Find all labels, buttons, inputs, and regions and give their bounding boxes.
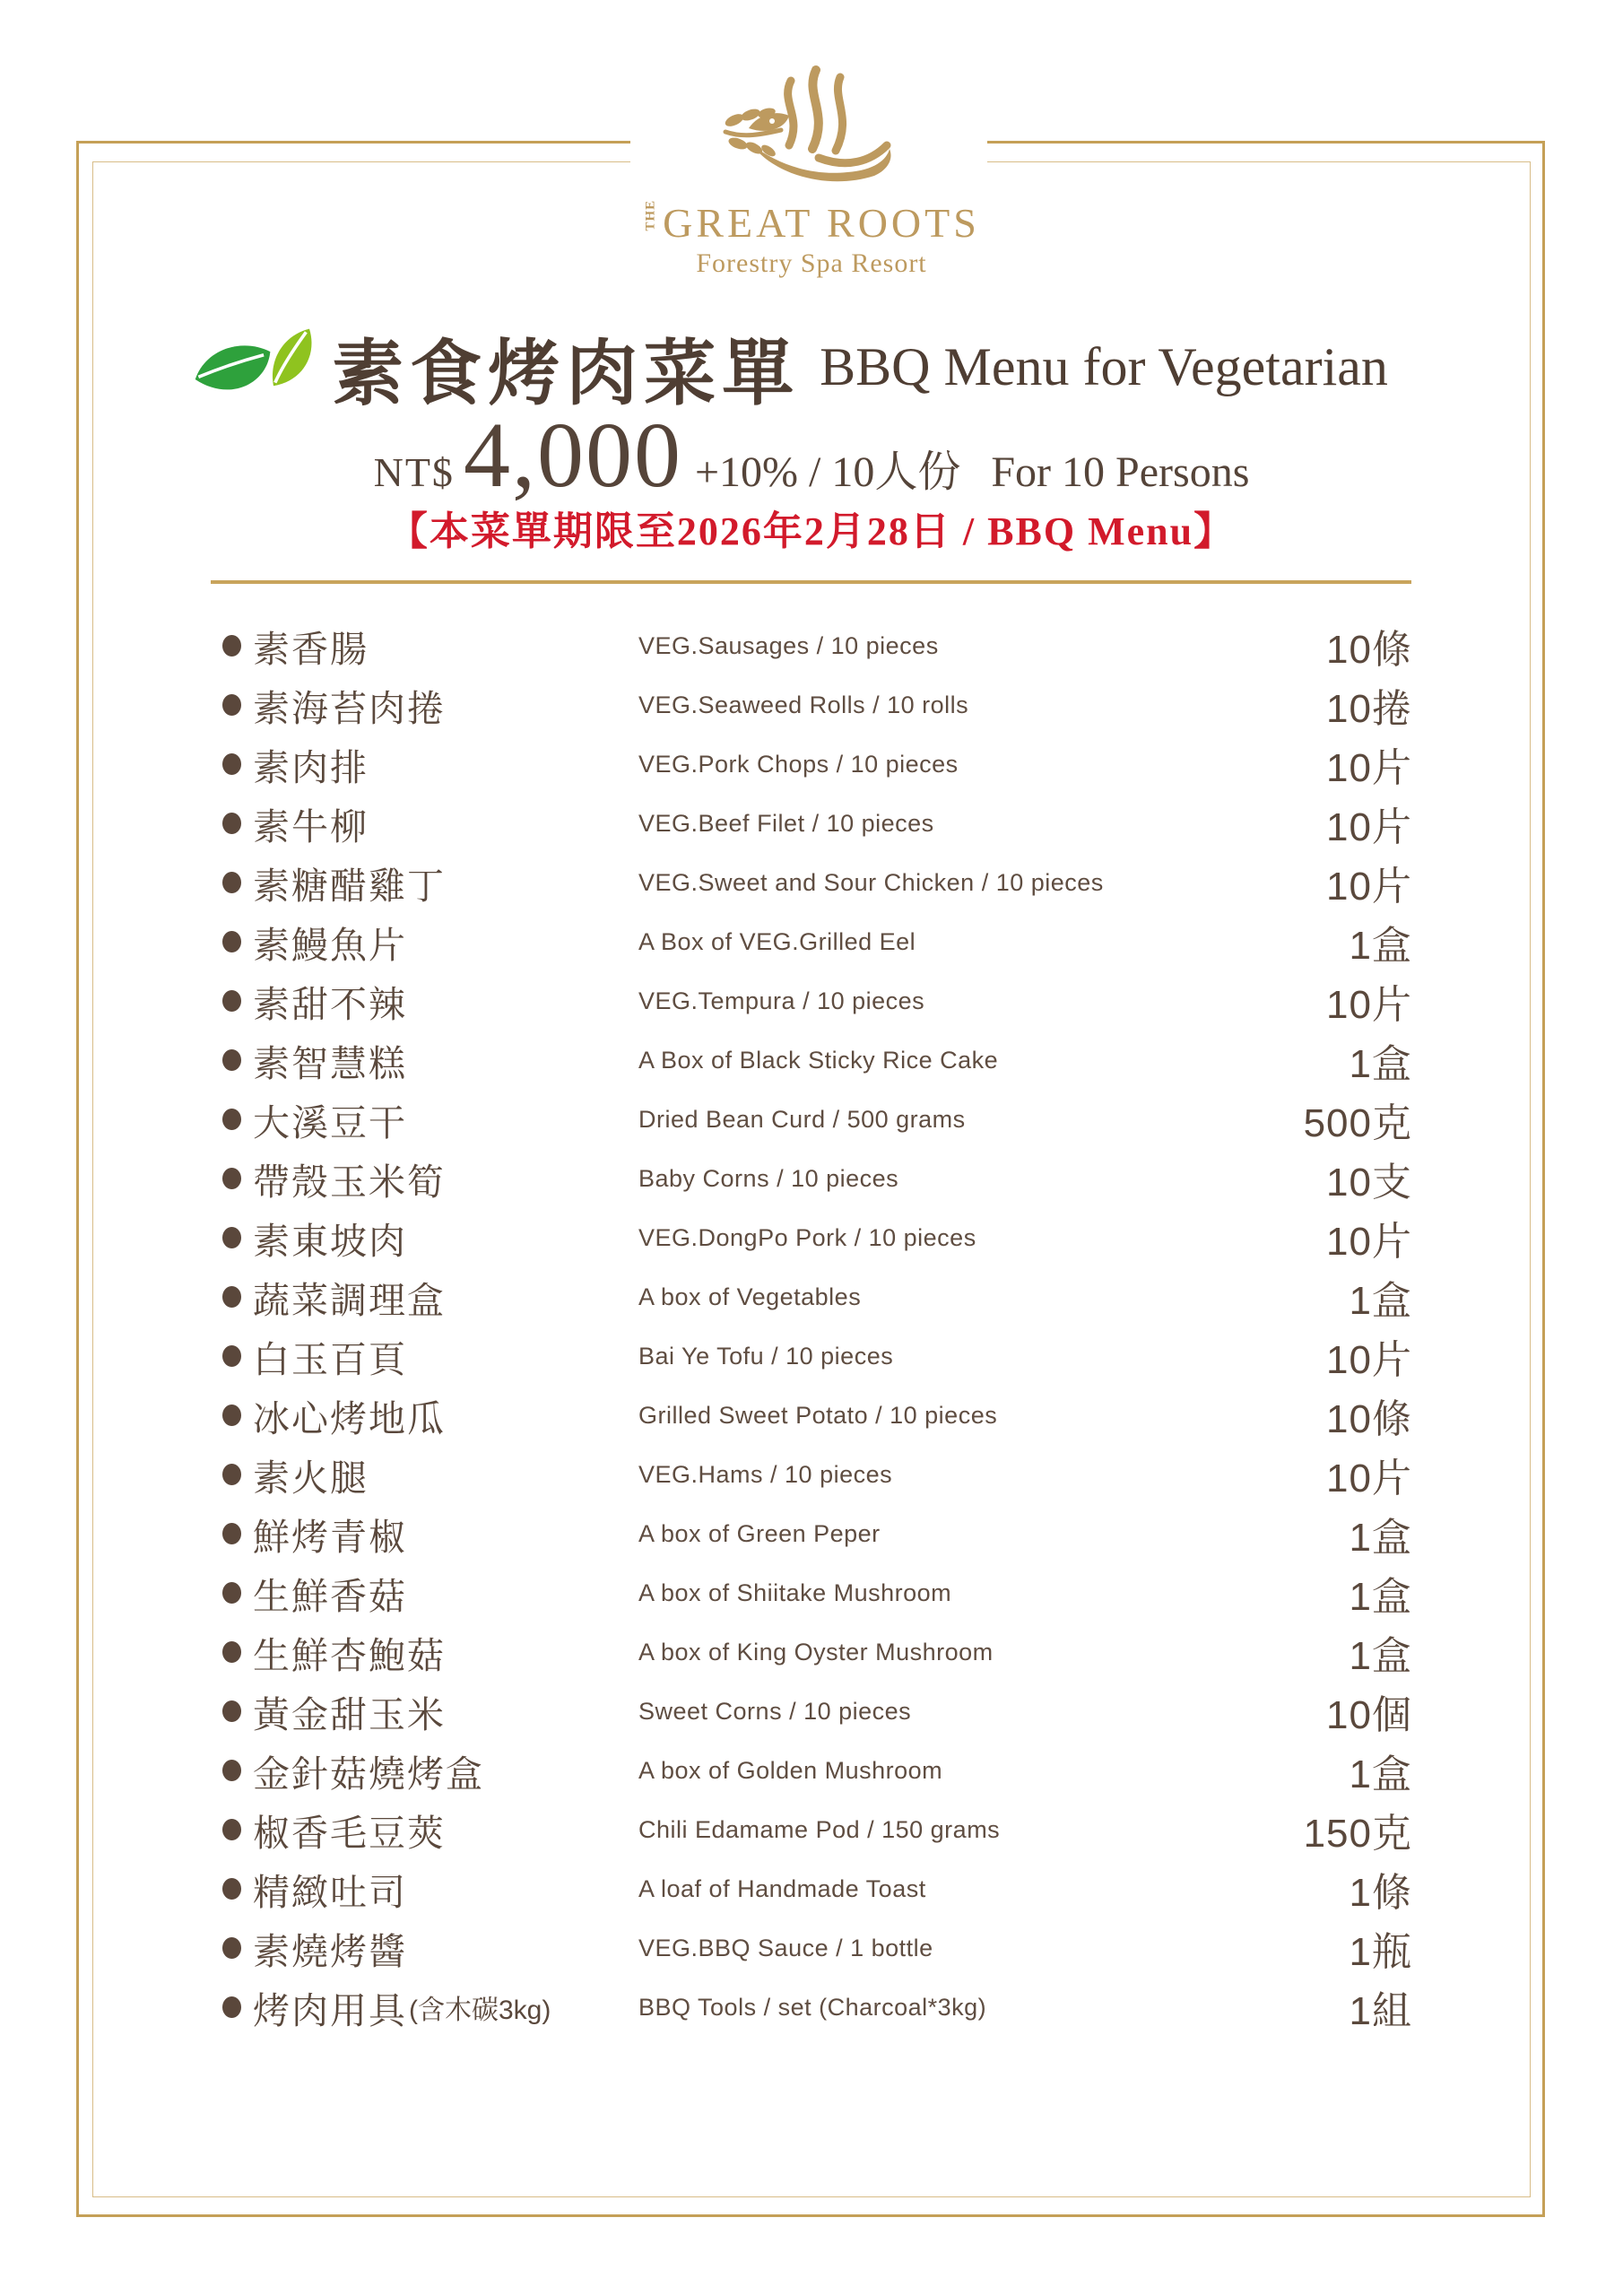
menu-item-row bbox=[222, 1622, 1412, 1682]
item-name-cell bbox=[222, 1744, 638, 1797]
item-name-cell bbox=[222, 1212, 638, 1265]
item-name-zh: 素智慧糕 bbox=[253, 1042, 407, 1084]
item-name-cell bbox=[222, 1508, 638, 1561]
item-name-zh: 素糖醋雞丁 bbox=[253, 865, 446, 907]
item-quantity: 1盒 bbox=[1349, 924, 1412, 968]
menu-item-row bbox=[222, 675, 1412, 735]
bullet-icon bbox=[222, 1878, 241, 1900]
item-quantity: 500克 bbox=[1303, 1101, 1412, 1145]
price-persons: For 10 Persons bbox=[991, 448, 1250, 496]
item-name-cell bbox=[222, 1330, 638, 1383]
item-name-zh: 鮮烤青椒 bbox=[253, 1516, 407, 1558]
menu-item-row bbox=[222, 971, 1412, 1031]
bullet-icon bbox=[222, 1523, 241, 1544]
item-name-zh: 素東坡肉 bbox=[253, 1220, 407, 1262]
bullet-icon bbox=[222, 1464, 241, 1485]
item-name-zh: 素牛柳 bbox=[253, 805, 369, 848]
item-name-cell bbox=[222, 620, 638, 673]
menu-item-row bbox=[222, 1741, 1412, 1800]
item-desc-en: Chili Edamame Pod / 150 grams bbox=[638, 1815, 1001, 1843]
item-name-zh: 素香腸 bbox=[253, 628, 369, 670]
item-name-cell bbox=[222, 738, 638, 791]
item-desc-en: VEG.Sausages / 10 pieces bbox=[638, 631, 939, 659]
menu-item-row bbox=[222, 794, 1412, 853]
price-amount: 4,000 bbox=[463, 404, 682, 507]
menu-item-row bbox=[222, 1682, 1412, 1741]
item-quantity: 1盒 bbox=[1349, 1279, 1412, 1323]
item-desc-en: A box of King Oyster Mushroom bbox=[638, 1638, 994, 1665]
menu-item-row bbox=[222, 1859, 1412, 1918]
item-name-zh: 生鮮香菇 bbox=[253, 1575, 407, 1617]
item-name-cell bbox=[222, 1685, 638, 1738]
item-desc-en: BBQ Tools / set (Charcoal*3kg) bbox=[638, 1993, 987, 2021]
item-desc-en: Bai Ye Tofu / 10 pieces bbox=[638, 1342, 894, 1370]
item-desc-en: A box of Vegetables bbox=[638, 1283, 862, 1310]
price-service-charge: +10% / 10人份 bbox=[694, 448, 961, 496]
item-name-cell bbox=[222, 1448, 638, 1501]
item-quantity: 1盒 bbox=[1349, 1634, 1412, 1678]
item-name-cell bbox=[222, 1626, 638, 1679]
item-quantity: 10條 bbox=[1326, 628, 1412, 672]
item-name-zh: 素海苔肉捲 bbox=[253, 687, 446, 729]
bullet-icon bbox=[222, 1405, 241, 1426]
item-name-zh: 生鮮杏鮑菇 bbox=[253, 1634, 446, 1676]
item-desc-en: Baby Corns / 10 pieces bbox=[638, 1164, 899, 1192]
menu-item-row bbox=[222, 1031, 1412, 1090]
item-name-cell bbox=[222, 1804, 638, 1857]
item-quantity: 10片 bbox=[1326, 865, 1412, 909]
menu-item-row bbox=[222, 1445, 1412, 1504]
bullet-icon bbox=[222, 1700, 241, 1722]
item-name-suffix: (含木碳3kg) bbox=[409, 1996, 551, 2025]
menu-item-row bbox=[222, 1090, 1412, 1149]
item-quantity: 1盒 bbox=[1349, 1042, 1412, 1086]
item-name-zh: 金針菇燒烤盒 bbox=[253, 1752, 484, 1795]
item-name-zh: 冰心烤地瓜 bbox=[253, 1397, 446, 1439]
item-desc-en: Grilled Sweet Potato / 10 pieces bbox=[638, 1401, 998, 1429]
item-desc-en: A Box of VEG.Grilled Eel bbox=[638, 927, 916, 955]
menu-item-row bbox=[222, 1267, 1412, 1326]
bullet-icon bbox=[222, 931, 241, 952]
item-name-cell bbox=[222, 797, 638, 850]
menu-item-row bbox=[222, 1563, 1412, 1622]
item-name-zh: 素鰻魚片 bbox=[253, 924, 407, 966]
bullet-icon bbox=[222, 694, 241, 716]
bullet-icon bbox=[222, 1641, 241, 1663]
item-name-zh: 白玉百頁 bbox=[253, 1338, 407, 1380]
item-name-zh: 蔬菜調理盒 bbox=[253, 1279, 446, 1321]
bird-emblem-icon bbox=[704, 45, 919, 197]
item-quantity: 10支 bbox=[1326, 1161, 1412, 1205]
item-quantity: 1盒 bbox=[1349, 1516, 1412, 1560]
item-desc-en: VEG.BBQ Sauce / 1 bottle bbox=[638, 1934, 933, 1961]
item-name-zh: 黃金甜玉米 bbox=[253, 1693, 446, 1735]
logo-the-label: THE bbox=[643, 199, 658, 231]
item-quantity: 10片 bbox=[1326, 805, 1412, 849]
menu-item-row bbox=[222, 1918, 1412, 1978]
item-name-cell bbox=[222, 1271, 638, 1324]
bullet-icon bbox=[222, 1760, 241, 1781]
menu-title-en: BBQ Menu for Vegetarian bbox=[820, 337, 1388, 396]
item-quantity: 10片 bbox=[1326, 1220, 1412, 1264]
menu-item-row bbox=[222, 853, 1412, 912]
menu-item-row bbox=[222, 735, 1412, 794]
bullet-icon bbox=[222, 1996, 241, 2018]
item-name-zh: 素肉排 bbox=[253, 746, 369, 788]
item-name-zh: 素火腿 bbox=[253, 1457, 369, 1499]
item-name-cell bbox=[222, 1863, 638, 1916]
header-divider bbox=[211, 580, 1411, 584]
bullet-icon bbox=[222, 1937, 241, 1959]
item-quantity: 1瓶 bbox=[1349, 1930, 1412, 1974]
item-desc-en: VEG.Hams / 10 pieces bbox=[638, 1460, 893, 1488]
item-quantity: 10個 bbox=[1326, 1693, 1412, 1737]
menu-item-row bbox=[222, 1149, 1412, 1208]
bullet-icon bbox=[222, 1109, 241, 1130]
bullet-icon bbox=[222, 1582, 241, 1604]
item-desc-en: VEG.Tempura / 10 pieces bbox=[638, 987, 925, 1014]
item-name-zh: 帶殼玉米筍 bbox=[253, 1161, 446, 1203]
bullet-icon bbox=[222, 1049, 241, 1071]
item-name-zh: 椒香毛豆莢 bbox=[253, 1812, 446, 1854]
item-desc-en: VEG.DongPo Pork / 10 pieces bbox=[638, 1223, 976, 1251]
bullet-icon bbox=[222, 813, 241, 834]
item-quantity: 1盒 bbox=[1349, 1575, 1412, 1619]
item-name-cell bbox=[222, 1093, 638, 1146]
bullet-icon bbox=[222, 635, 241, 657]
item-desc-en: A loaf of Handmade Toast bbox=[638, 1874, 926, 1902]
item-quantity: 10片 bbox=[1326, 1338, 1412, 1382]
menu-item-row bbox=[222, 1978, 1412, 2037]
item-desc-en: Dried Bean Curd / 500 grams bbox=[638, 1105, 966, 1133]
menu-item-row bbox=[222, 1800, 1412, 1859]
item-desc-en: A box of Shiitake Mushroom bbox=[638, 1578, 952, 1606]
price-row bbox=[0, 402, 1623, 509]
item-quantity: 10捲 bbox=[1326, 687, 1412, 731]
bullet-icon bbox=[222, 1819, 241, 1840]
logo-name-label: GREAT ROOTS bbox=[663, 200, 980, 246]
bullet-icon bbox=[222, 1286, 241, 1308]
logo-subtitle-label: Forestry Spa Resort bbox=[696, 248, 927, 278]
item-desc-en: A box of Green Peper bbox=[638, 1519, 881, 1547]
bullet-icon bbox=[222, 1227, 241, 1248]
item-name-cell bbox=[222, 679, 638, 732]
item-desc-en: VEG.Seaweed Rolls / 10 rolls bbox=[638, 691, 969, 718]
bullet-icon bbox=[222, 753, 241, 775]
menu-item-row bbox=[222, 1326, 1412, 1386]
item-name-cell bbox=[222, 857, 638, 909]
menu-title-zh: 素食烤肉菜單 bbox=[332, 335, 801, 414]
menu-item-row bbox=[222, 912, 1412, 971]
menu-item-row bbox=[222, 1386, 1412, 1445]
menu-item-list bbox=[222, 616, 1412, 2037]
item-desc-en: VEG.Beef Filet / 10 pieces bbox=[638, 809, 934, 837]
bullet-icon bbox=[222, 1345, 241, 1367]
item-name-cell bbox=[222, 1034, 638, 1087]
item-name-zh: 烤肉用具 bbox=[253, 1989, 407, 2031]
item-name-cell bbox=[222, 1567, 638, 1620]
item-name-cell bbox=[222, 1922, 638, 1975]
validity-note: 【本菜單期限至2026年2月28日 / BBQ Menu】 bbox=[387, 509, 1236, 553]
item-desc-en: VEG.Pork Chops / 10 pieces bbox=[638, 750, 959, 778]
item-desc-en: VEG.Sweet and Sour Chicken / 10 pieces bbox=[638, 868, 1104, 896]
item-quantity: 10片 bbox=[1326, 983, 1412, 1027]
item-quantity: 150克 bbox=[1303, 1812, 1412, 1856]
item-name-zh: 精緻吐司 bbox=[253, 1871, 407, 1913]
item-quantity: 1條 bbox=[1349, 1871, 1412, 1915]
bullet-icon bbox=[222, 1168, 241, 1189]
item-name-cell bbox=[222, 1981, 638, 2034]
item-quantity: 10片 bbox=[1326, 1457, 1412, 1500]
item-name-zh: 素甜不辣 bbox=[253, 983, 407, 1025]
item-name-cell bbox=[222, 1152, 638, 1205]
item-desc-en: A box of Golden Mushroom bbox=[638, 1756, 943, 1784]
item-name-zh: 大溪豆干 bbox=[253, 1101, 407, 1144]
menu-item-row bbox=[222, 1208, 1412, 1267]
resort-logo bbox=[0, 45, 1623, 279]
item-name-zh: 素燒烤醬 bbox=[253, 1930, 407, 1972]
item-quantity: 10條 bbox=[1326, 1397, 1412, 1441]
item-name-cell bbox=[222, 975, 638, 1028]
menu-item-row bbox=[222, 1504, 1412, 1563]
bullet-icon bbox=[222, 872, 241, 893]
price-currency: NT$ bbox=[373, 449, 455, 495]
item-desc-en: Sweet Corns / 10 pieces bbox=[638, 1697, 912, 1725]
item-quantity: 1組 bbox=[1349, 1989, 1412, 2033]
menu-item-row bbox=[222, 616, 1412, 675]
bullet-icon bbox=[222, 990, 241, 1012]
item-desc-en: A Box of Black Sticky Rice Cake bbox=[638, 1046, 999, 1074]
item-quantity: 10片 bbox=[1326, 746, 1412, 790]
item-name-cell bbox=[222, 1389, 638, 1442]
item-name-cell bbox=[222, 916, 638, 969]
item-quantity: 1盒 bbox=[1349, 1752, 1412, 1796]
